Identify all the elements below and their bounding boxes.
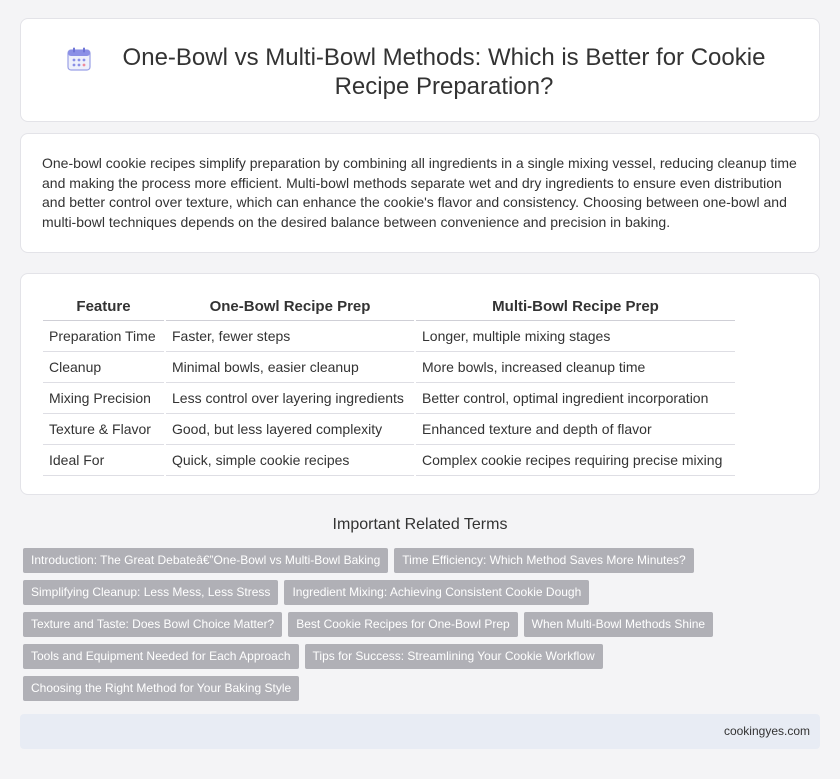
header-card xyxy=(20,18,820,122)
table-row xyxy=(43,413,735,444)
related-term-tag[interactable]: Introduction: The Great Debateâ€”One-Bowl vs Multi-Bowl Baking xyxy=(23,548,388,573)
table-cell-feature: Cleanup xyxy=(43,351,165,382)
table-cell-one-bowl: Good, but less layered complexity xyxy=(165,413,415,444)
table-cell-feature: Preparation Time xyxy=(43,320,165,351)
calendar-icon xyxy=(66,46,92,72)
related-term-tag[interactable]: Simplifying Cleanup: Less Mess, Less Stress xyxy=(23,580,278,605)
table-row xyxy=(43,382,735,413)
table-cell-one-bowl: Quick, simple cookie recipes xyxy=(165,444,415,475)
table-cell-multi-bowl: More bowls, increased cleanup time xyxy=(415,351,735,382)
related-term-tag[interactable]: Texture and Taste: Does Bowl Choice Matter? xyxy=(23,612,282,637)
table-header-one-bowl: One-Bowl Recipe Prep xyxy=(165,294,415,320)
related-term-tag[interactable]: When Multi-Bowl Methods Shine xyxy=(524,612,713,637)
related-term-tag[interactable]: Time Efficiency: Which Method Saves More Minutes? xyxy=(394,548,693,573)
table-row xyxy=(43,351,735,382)
comparison-table-card xyxy=(20,273,820,495)
table-cell-multi-bowl: Enhanced texture and depth of flavor xyxy=(415,413,735,444)
related-terms-tags xyxy=(23,548,723,701)
related-term-tag[interactable]: Best Cookie Recipes for One-Bowl Prep xyxy=(288,612,517,637)
table-cell-multi-bowl: Longer, multiple mixing stages xyxy=(415,320,735,351)
related-term-tag[interactable]: Choosing the Right Method for Your Baking Style xyxy=(23,676,299,701)
table-cell-one-bowl: Less control over layering ingredients xyxy=(165,382,415,413)
table-cell-one-bowl: Minimal bowls, easier cleanup xyxy=(165,351,415,382)
table-header-feature: Feature xyxy=(43,294,165,320)
table-cell-feature: Ideal For xyxy=(43,444,165,475)
related-terms-heading: Important Related Terms xyxy=(332,516,508,533)
comparison-table xyxy=(43,294,735,476)
table-header-row xyxy=(43,294,735,320)
table-cell-multi-bowl: Better control, optimal ingredient incorporation xyxy=(415,382,735,413)
table-cell-feature: Mixing Precision xyxy=(43,382,165,413)
table-cell-one-bowl: Faster, fewer steps xyxy=(165,320,415,351)
table-row xyxy=(43,444,735,475)
related-term-tag[interactable]: Tips for Success: Streamlining Your Cookie Workflow xyxy=(305,644,603,669)
page-title: One-Bowl vs Multi-Bowl Methods: Which is Better for Cookie Recipe Preparation? xyxy=(122,44,766,100)
intro-paragraph: One-bowl cookie recipes simplify preparation by combining all ingredients in a single mixing vessel, reducing cleanup time and making the process more efficient. Multi-bowl methods separate wet and dry ingredients to ensure even distribution and better control over texture, which can enhance the cookie's flavor and consistency. Choosing between one-bowl and multi-bowl techniques depends on the desired balance between convenience and precision in baking. xyxy=(42,155,797,230)
footer xyxy=(20,714,820,749)
footer-site-link[interactable]: cookingyes.com xyxy=(723,724,810,738)
table-row xyxy=(43,320,735,351)
table-cell-multi-bowl: Complex cookie recipes requiring precise mixing xyxy=(415,444,735,475)
table-cell-feature: Texture & Flavor xyxy=(43,413,165,444)
table-header-multi-bowl: Multi-Bowl Recipe Prep xyxy=(415,294,735,320)
related-term-tag[interactable]: Tools and Equipment Needed for Each Approach xyxy=(23,644,299,669)
intro-card xyxy=(20,133,820,253)
related-term-tag[interactable]: Ingredient Mixing: Achieving Consistent Cookie Dough xyxy=(284,580,589,605)
